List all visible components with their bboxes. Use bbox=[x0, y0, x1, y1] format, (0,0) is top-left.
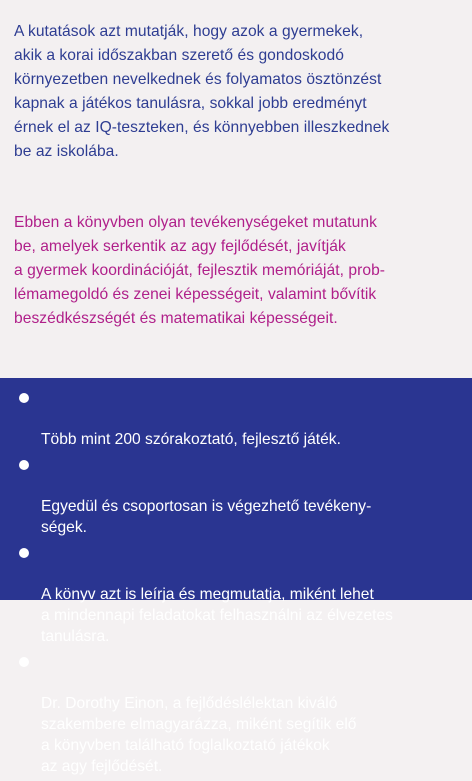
feature-text: Egyedül és csoportosan is végezhető tevékeny- ségek. bbox=[41, 498, 372, 536]
bullet-icon bbox=[19, 393, 29, 403]
bullet-icon bbox=[19, 548, 29, 558]
feature-item bbox=[0, 454, 472, 538]
feature-item bbox=[0, 542, 472, 647]
feature-text: Dr. Dorothy Einon, a fejlődéslélektan kiváló szakembere elmagyarázza, miként segítik elő a könyvben található foglalkoztató játékok az agy fejlődését. bbox=[41, 695, 357, 775]
feature-text: Több mint 200 szórakoztató, fejlesztő játék. bbox=[41, 431, 341, 448]
feature-text: A könyv azt is leírja és megmutatja, miként lehet a mindennapi feladatokat felhasználni az élvezetes tanulásra. bbox=[41, 586, 393, 645]
description-paragraph: Ebben a könyvben olyan tevékenységeket mutatunk be, amelyek serkentik az agy fejlődését, javítják a gyermek koordinációját, fejlesztik memóriáját, prob- lémamegoldó és zenei képességeit, valamint bővítik beszédkészségét és matematikai képességeit. bbox=[14, 214, 386, 327]
features-list bbox=[0, 387, 472, 781]
feature-item bbox=[0, 651, 472, 777]
text-panel bbox=[0, 0, 472, 378]
bullet-icon bbox=[19, 460, 29, 470]
intro-paragraph: A kutatások azt mutatják, hogy azok a gyermekek, akik a korai időszakban szerető és gondoskodó környezetben nevelkednek és folyamatos ösztönzést kapnak a játékos tanulásra, sokkal jobb eredményt érnek el az IQ-teszteken, és könnyebben illeszkednek be az iskolába. bbox=[14, 23, 390, 160]
bullet-icon bbox=[19, 657, 29, 667]
feature-item bbox=[0, 387, 472, 450]
